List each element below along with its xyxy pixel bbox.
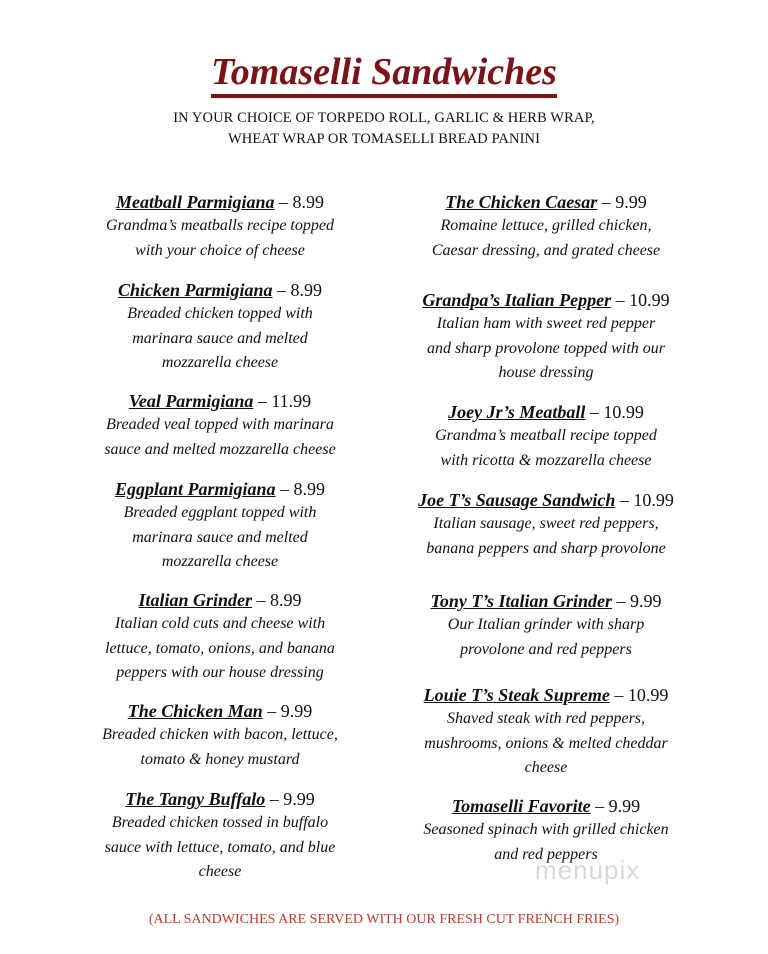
item-separator: –: [265, 789, 284, 809]
item-description-line: with your choice of cheese: [135, 241, 305, 259]
item-heading: [60, 477, 380, 501]
item-separator: –: [611, 290, 630, 310]
item-description-line: with ricotta & mozzarella cheese: [440, 451, 652, 469]
menu-item: [60, 389, 380, 462]
item-description-line: mushrooms, onions & melted cheddar: [424, 734, 668, 752]
item-description-line: and red peppers: [494, 845, 598, 863]
item-description-line: Breaded chicken with bacon, lettuce,: [102, 726, 338, 743]
item-description-line: tomato & honey mustard: [140, 750, 300, 768]
item-price: 8.99: [293, 479, 326, 499]
item-price: 10.99: [629, 290, 670, 310]
item-price: 8.99: [292, 192, 324, 212]
item-name: Eggplant Parmigiana: [114, 479, 276, 499]
item-separator: –: [262, 701, 281, 721]
item-name: Chicken Parmigiana: [117, 280, 273, 300]
item-heading: [386, 288, 706, 312]
item-heading: [386, 794, 706, 818]
subtitle-line-1: IN YOUR CHOICE OF TORPEDO ROLL, GARLIC & HERB WRAP,: [173, 110, 595, 126]
menu-item: [60, 477, 380, 575]
menu-item: [60, 699, 380, 772]
item-description-line: Breaded chicken topped with: [127, 305, 313, 322]
item-separator: –: [275, 479, 294, 499]
item-separator: –: [597, 192, 616, 212]
item-separator: –: [609, 685, 628, 705]
item-description-line: mozzarella cheese: [161, 354, 279, 371]
item-description-line: marinara sauce and melted: [132, 329, 308, 347]
item-description-line: and sharp provolone topped with our: [426, 339, 666, 357]
item-name: Joey Jr’s Meatball: [448, 402, 586, 422]
item-description-line: Italian cold cuts and cheese with: [114, 615, 326, 632]
item-name: The Chicken Caesar: [445, 192, 598, 212]
item-price: 9.99: [615, 192, 647, 212]
menu-item: [386, 488, 706, 561]
item-price: 9.99: [608, 796, 641, 816]
item-separator: –: [252, 590, 271, 610]
menu-item: [60, 787, 380, 885]
footer-note: (ALL SANDWICHES ARE SERVED WITH OUR FRESH CUT FRENCH FRIES): [148, 912, 620, 927]
item-description-line: peppers with our house dressing: [116, 664, 324, 681]
item-description-line: sauce and melted mozzarella cheese: [104, 440, 336, 458]
item-price: 10.99: [633, 490, 674, 510]
item-price: 8.99: [290, 280, 323, 300]
item-separator: –: [585, 402, 604, 422]
item-description-line: Caesar dressing, and grated cheese: [431, 241, 661, 259]
item-separator: –: [615, 490, 634, 510]
item-name: Tomaselli Favorite: [451, 796, 591, 816]
item-description-line: Breaded veal topped with marinara: [106, 416, 334, 433]
item-price: 8.99: [270, 590, 302, 610]
item-description-line: cheese: [524, 759, 568, 776]
item-description-line: Grandma’s meatballs recipe topped: [106, 217, 334, 234]
item-name: Veal Parmigiana: [128, 391, 254, 411]
menu-item: [386, 683, 706, 781]
menu-item: [386, 190, 706, 263]
item-description-line: sauce with lettuce, tomato, and blue: [104, 838, 336, 856]
item-description-line: lettuce, tomato, onions, and banana: [105, 639, 335, 657]
menu-item: [60, 278, 380, 376]
item-name: Joe T’s Sausage Sandwich: [418, 490, 616, 510]
menu-item: [386, 589, 706, 662]
watermark-logo: menupix: [535, 855, 641, 885]
item-heading: [386, 488, 706, 512]
item-description-line: Breaded eggplant topped with: [123, 504, 317, 521]
item-description-line: Seasoned spinach with grilled chicken: [423, 821, 669, 838]
item-heading: [386, 190, 706, 214]
item-separator: –: [253, 391, 272, 411]
item-heading: [60, 588, 380, 612]
item-description-line: Romaine lettuce, grilled chicken,: [440, 217, 652, 234]
item-name: Meatball Parmigiana: [115, 192, 275, 212]
item-price: 9.99: [283, 789, 315, 809]
item-description-line: house dressing: [498, 364, 594, 381]
item-heading: [60, 278, 380, 302]
menu-item: [60, 588, 380, 686]
item-description-line: cheese: [198, 863, 242, 880]
item-description-line: Our Italian grinder with sharp: [447, 616, 645, 633]
item-description-line: mozzarella cheese: [161, 553, 279, 570]
item-name: The Chicken Man: [127, 701, 263, 721]
item-heading: [386, 400, 706, 424]
item-price: 9.99: [280, 701, 313, 721]
item-heading: [60, 190, 380, 214]
item-name: The Tangy Buffalo: [125, 789, 266, 809]
item-price: 10.99: [627, 685, 669, 705]
item-separator: –: [590, 796, 609, 816]
item-heading: [60, 699, 380, 723]
menu-title: Tomaselli Sandwiches: [0, 50, 768, 98]
item-heading: [60, 389, 380, 413]
item-heading: [386, 683, 706, 707]
menu-item: [386, 400, 706, 473]
item-name: Grandpa’s Italian Pepper: [422, 290, 612, 310]
item-description-line: provolone and red peppers: [460, 640, 632, 658]
item-separator: –: [272, 280, 291, 300]
item-description-line: Italian ham with sweet red pepper: [436, 315, 656, 332]
item-heading: [60, 787, 380, 811]
item-description-line: Breaded chicken tossed in buffalo: [111, 814, 329, 831]
item-price: 11.99: [271, 391, 312, 411]
subtitle-line-2: WHEAT WRAP OR TOMASELLI BREAD PANINI: [227, 131, 540, 147]
item-description-line: Grandma’s meatball recipe topped: [435, 427, 657, 444]
item-name: Tony T’s Italian Grinder: [430, 591, 613, 611]
item-price: 10.99: [603, 402, 644, 422]
item-separator: –: [274, 192, 293, 212]
item-name: Louie T’s Steak Supreme: [423, 685, 610, 705]
item-heading: [386, 589, 706, 613]
item-description-line: banana peppers and sharp provolone: [426, 539, 666, 557]
item-price: 9.99: [630, 591, 662, 611]
item-description-line: Italian sausage, sweet red peppers,: [433, 515, 659, 532]
item-separator: –: [612, 591, 631, 611]
item-description-line: marinara sauce and melted: [132, 528, 308, 546]
menu-item: [60, 190, 380, 263]
item-name: Italian Grinder: [138, 590, 253, 610]
menu-item: [386, 288, 706, 386]
item-description-line: Shaved steak with red peppers,: [446, 710, 646, 727]
